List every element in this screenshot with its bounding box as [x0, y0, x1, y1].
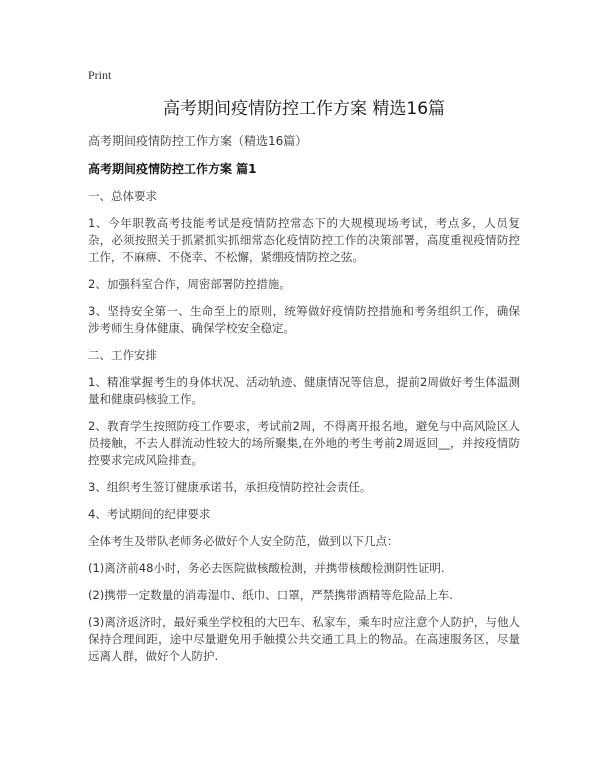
paragraph: 全体考生及带队老师务必做好个人安全防范，做到以下几点： [88, 534, 399, 548]
paragraph: (1)离济前48小时，务必去医院做核酸检测，并携带核酸检测阴性证明. [88, 561, 445, 575]
paragraph: 2、加强科室合作，周密部署防控措施。 [88, 277, 291, 291]
paragraph: 3、组织考生签订健康承诺书，承担疫情防控社会责任。 [88, 480, 372, 494]
paragraph: 1、今年职教高考技能考试是疫情防控常态下的大规模现场考试，考点多，人员复杂，必须按照关于抓紧抓实抓细常态化疫情防控工作的决策部署，高度重视疫情防控工作，不麻痹、不侥幸、不松懈，紧绷疫情防控之弦。 [88, 216, 520, 264]
heading-general-requirements: 一、总体要求 [88, 189, 157, 203]
document-page [88, 66, 520, 665]
paragraph: 1、精准掌握考生的身体状况、活动轨迹、健康情况等信息，提前2周做好考生体温测量和健康码核验工作。 [88, 375, 520, 406]
document-subtitle: 高考期间疫情防控工作方案（精选16篇） [88, 134, 308, 148]
section-heading: 高考期间疫情防控工作方案 篇1 [88, 162, 257, 176]
page-title: 高考期间疫情防控工作方案 精选16篇 [162, 99, 446, 119]
paragraph: 4、考试期间的纪律要求 [88, 507, 211, 521]
paragraph: (2)携带一定数量的消毒湿巾、纸巾、口罩，严禁携带酒精等危险品上车. [88, 588, 453, 602]
paragraph: (3)离济返济时，最好乘坐学校租的大巴车、私家车，乘车时应注意个人防护，与他人保持合理间距，途中尽量避免用手触摸公共交通工具上的物品。在高速服务区，尽量远离人群，做好个人防护. [88, 615, 520, 663]
print-link[interactable]: Print [88, 68, 112, 82]
paragraph: 2、教育学生按照防疫工作要求，考试前2周，不得离开报名地，避免与中高风险区人员接触，不去人群流动性较大的场所聚集,在外地的考生考前2周返回__，并按疫情防控要求完成风险排查。 [88, 419, 520, 467]
heading-work-arrangements: 二、工作安排 [88, 348, 157, 362]
paragraph: 3、坚持安全第一、生命至上的原则，统筹做好疫情防控措施和考务组织工作，确保涉考师生身体健康、确保学校安全稳定。 [88, 304, 520, 335]
